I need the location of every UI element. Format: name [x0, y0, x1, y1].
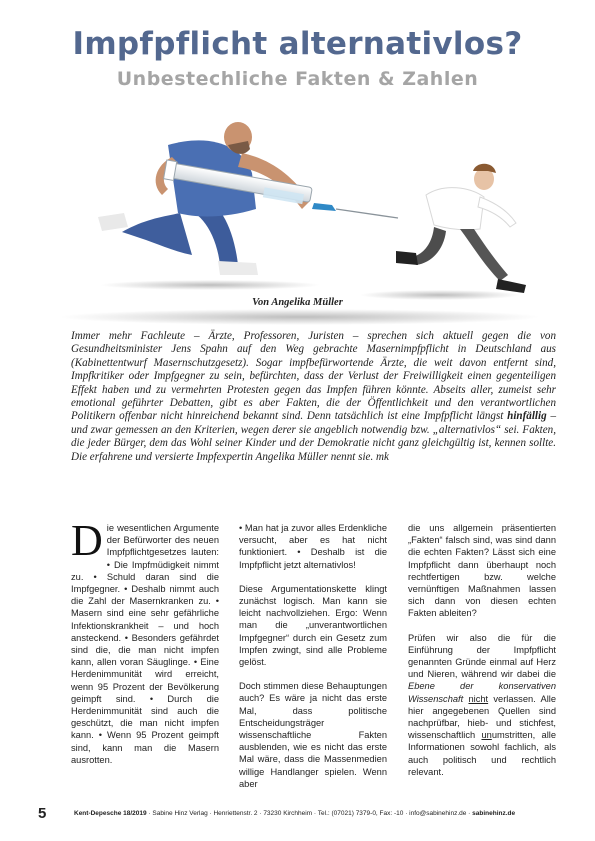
page-number: 5 [38, 805, 47, 822]
column-paragraph: • Man hat ja zuvor alles Erdenkliche versucht, aber es hat nicht funktioniert. • Deshalb ist die Impfpflicht jetzt alternativlos! [239, 523, 387, 570]
intro-text-2: – und zwar gemessen an den Kriterien, wegen derer sie angeblich notwendig bzw. „alternativlos“ sei. Fakten, die jeder Bürger, dem das Wohl seiner Kinder und der Demokratie nicht ganz gleichgültig ist, kennen sollte. Die erfahrene und versierte Impfexpertin Angelika Müller nennt sie. [71, 410, 556, 463]
column-3-text-b: verlassen. Alle hier angegebenen Quellen sind nachprüfbar, hieb- und stichfest, wissenschaftlich [408, 693, 556, 741]
column-3-text-c: umstritten, alle Informationen sowohl fachlich, als auch politisch und rechtlich relevant. [408, 730, 556, 777]
column-3-text-a: Prüfen wir also die für die Einführung der Impfpflicht genannten Gründe einmal auf Herz und Nieren, während wir dabei die [408, 632, 556, 680]
article-column-1 [71, 516, 219, 766]
intro-emphasis: hinfällig [507, 410, 547, 423]
column-paragraph [408, 632, 556, 778]
page-footer [34, 805, 564, 822]
column-3-underline-un: un [481, 730, 492, 741]
headline: Impfpflicht alternativlos? [72, 26, 523, 62]
article-column-3 [408, 522, 556, 778]
byline: Von Angelika Müller [252, 297, 343, 308]
subheadline: Unbestechliche Fakten & Zahlen [116, 68, 479, 90]
column-paragraph [71, 516, 219, 766]
column-3-emphasis: Ebene der konservativen Wissenschaft [408, 681, 556, 704]
author-signature: mk [373, 450, 389, 463]
column-paragraph: Diese Argumentationskette klingt zunächst logisch. Man kann sie leicht nachvollziehen. Ergo: Wenn man die „unverantwortlichen Impfgegner“ durch ein Gesetz zum Impfen zwingt, sind alle Probleme gelöst. [239, 583, 387, 668]
column-1-text: ie wesentlichen Argumente der Befürworter des neuen Impfpflichtgesetzes lauten: • Die Impfmüdigkeit nimmt zu. • Schuld daran sind die Impfgegner. • Deshalb nimmt auch die Zahl der Masernkranken zu. • Masern sind eine sehr gefährliche Infektionskrankheit – und hoch ansteckend. • Besonders gefährdet sind die, die man nicht impfen kann, allen voran Säuglinge. • Eine Herdenimmunität wird erreicht, wenn 95 Prozent der Bevölkerung geimpft sind. • Durch die Herdenimmunität sind auch die geschützt, die man nicht impfen kann. • Wenn 95 Prozent geimpft sind, kann man die Masern ausrotten. [71, 523, 219, 765]
footer-issue: Kent-Depesche 18/2019 [74, 810, 147, 817]
running-boy-figure [396, 164, 526, 293]
column-3-underline-nicht: nicht [468, 693, 489, 704]
footer-website: sabinehinz.de [472, 810, 516, 817]
column-paragraph: Doch stimmen diese Behauptungen auch? Es wäre ja nicht das erste Mal, dass politische Entscheidungsträger wissenschaftliche Fakten ausblenden, wie es nicht das erste Mal wäre, dass die Massenmedien willige Handlanger spielen. Wenn aber [239, 681, 387, 789]
article-column-2 [239, 522, 387, 790]
drop-cap: D [71, 516, 103, 565]
column-paragraph: die uns allgemein präsentierten „Fakten“ falsch sind, was sind dann die echten Fakten? Lässt sich eine Impfpflicht dann überhaupt noch rechtfertigen bzw. welche vernünftigen Maßnahmen lassen sich dann von diesen echten Fakten ableiten? [408, 523, 556, 619]
intro-paragraph [71, 330, 556, 464]
footer-info [74, 810, 515, 817]
footer-address: · Sabine Hinz Verlag · Henriettenstr. 2 · 73230 Kirchheim · Tel.: (07021) 7379-0, Fax: -10 · info@sabinehinz.de · [146, 810, 473, 817]
intro-text-1: Immer mehr Fachleute – Ärzte, Professoren, Juristen – sprechen sich aktuell gegen die von Gesundheitsminister Jens Spahn auf den Weg gebrachte Masernimpfpflicht in Deutschland aus (Kabinettentwurf Masernschutzgesetz). Sogar impfbefürwortende Ärzte, die weit davon entfernt sind, Impfkritiker oder Impfgegner zu sein, befürchten, dass der Verlust der Freiwilligkeit einen gegenteiligen Effekt haben und zu vermehrten Protesten gegen das Impfen führen könnte. Abseits aller, zumeist sehr emotional geführter Debatten, gibt es aber Fakten, die der Öffentlichkeit und den verantwortlichen Politikern offenbar nicht hinreichend bekannt sind. Denn tatsächlich ist eine Impfpflicht längst [71, 330, 556, 423]
